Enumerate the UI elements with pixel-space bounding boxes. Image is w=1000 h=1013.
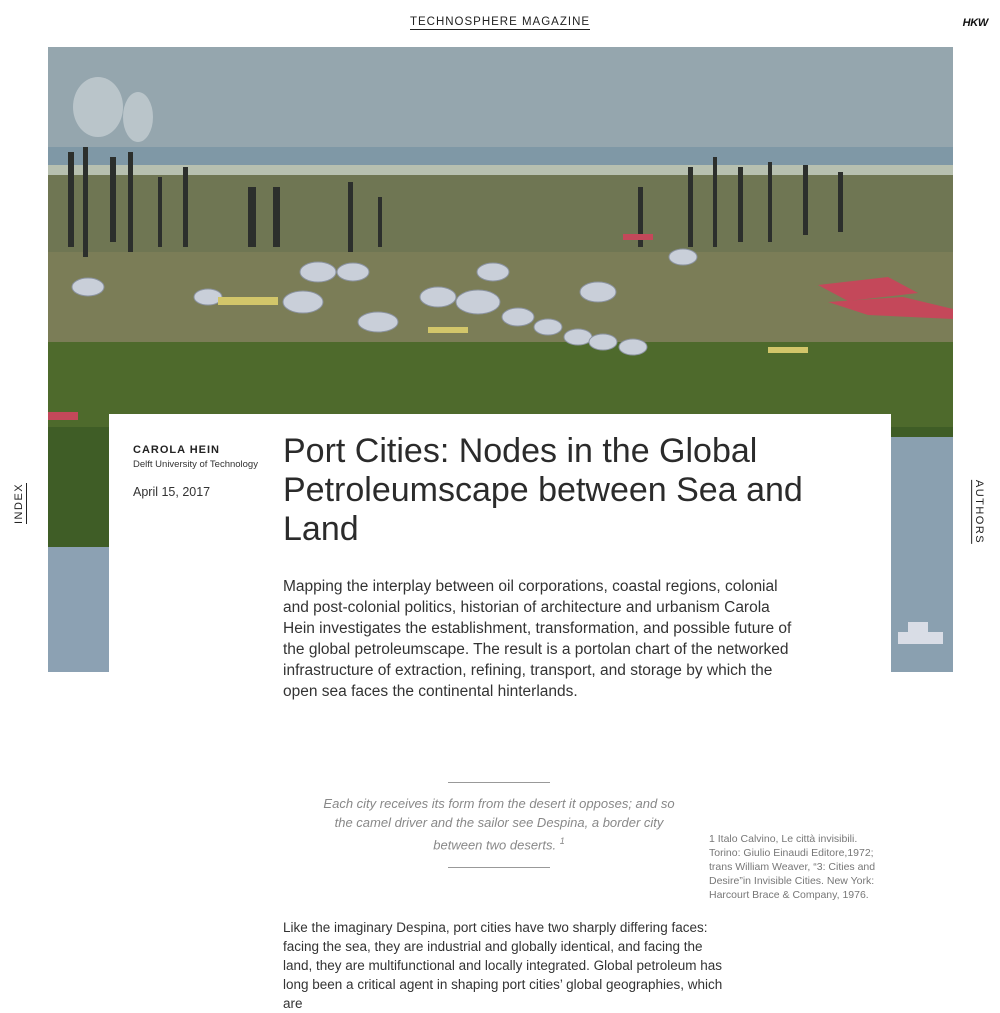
epigraph-top-rule [448, 782, 550, 783]
author-block [133, 444, 273, 499]
publication-date: April 15, 2017 [133, 485, 211, 499]
epigraph [318, 782, 680, 868]
article-lede: Mapping the interplay between oil corporations, coastal regions, colonial and post-colonial politics, historian of architecture and urbanism Carola Hein investigates the establishment, transformation, and possible future of the global petroleumscape. The result is a portolan chart of the networked infrastructure of extraction, refining, transport, and storage by which the open sea faces the continental hinterlands. [283, 578, 792, 700]
author-affiliation: Delft University of Technology [133, 459, 258, 470]
epigraph-bottom-rule [448, 867, 550, 868]
article-title: Port Cities: Nodes in the Global Petroleumscape between Sea and Land [283, 432, 803, 548]
index-nav-link[interactable]: INDEX [13, 482, 25, 524]
masthead [0, 16, 1000, 28]
authors-nav-link[interactable]: AUTHORS [972, 479, 985, 545]
footnote-reference[interactable]: 1 [559, 836, 565, 846]
hkw-logo[interactable]: HKW [962, 17, 988, 29]
magazine-title-link[interactable]: TECHNOSPHERE MAGAZINE [409, 16, 591, 28]
epigraph-quote [318, 795, 680, 855]
epigraph-text: Each city receives its form from the desert it opposes; and so the camel driver and the sailor see Despina, a border city between two deserts. [323, 796, 675, 853]
article-body-paragraph: Like the imaginary Despina, port cities have two sharply differing faces: facing the sea, they are industrial and globally identical, and facing the land, they are multifunctional and locally integrated. Global petroleum has long been a critical agent in shaping port cities’ global geographies, which are [283, 920, 723, 1011]
author-name[interactable]: CAROLA HEIN [133, 444, 220, 456]
footnote: 1 Italo Calvino, Le città invisibili. Torino: Giulio Einaudi Editore,1972; trans William Weaver, “3: Cities and Desire”in Invisible Cities. New York: Harcourt Brace & Company, 1976. [709, 833, 876, 901]
